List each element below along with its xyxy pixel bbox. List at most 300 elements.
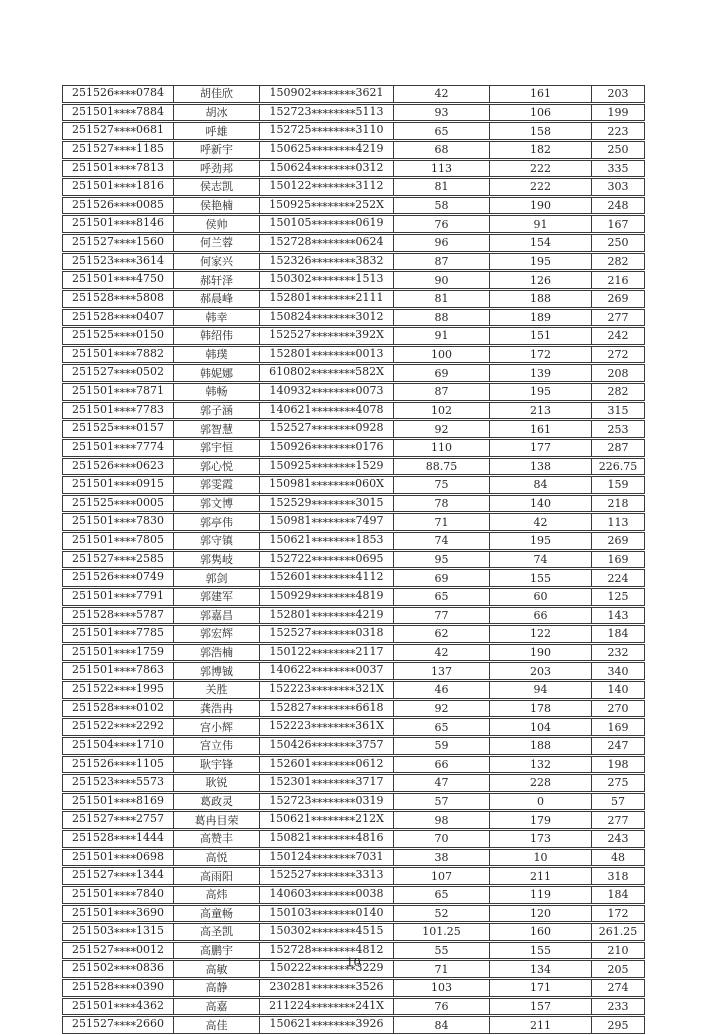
masked-digits: ****	[114, 610, 136, 624]
table-row	[62, 737, 645, 755]
cell-candidate-name: 郭宇恒	[174, 439, 260, 457]
table-row	[62, 607, 645, 625]
cell-id-number: 150302********4515	[260, 923, 394, 941]
cell-candidate-name: 韩畅	[174, 383, 260, 401]
cell-score-2: 66	[490, 607, 592, 625]
cell-score-1: 107	[394, 867, 490, 885]
cell-exam-number: 251525****0150	[62, 327, 174, 345]
cell-total-score: 169	[592, 718, 645, 736]
cell-total-score: 253	[592, 420, 645, 438]
masked-digits: ****	[114, 815, 136, 828]
cell-total-score: 140	[592, 681, 645, 699]
table-row	[62, 811, 645, 829]
cell-id-number: 211224********241X	[260, 998, 394, 1016]
masked-digits: ****	[114, 833, 136, 847]
table-row	[62, 215, 645, 233]
cell-score-2: 138	[490, 458, 592, 476]
cell-score-1: 66	[394, 756, 490, 774]
cell-score-2: 171	[490, 979, 592, 997]
cell-exam-number: 251527****0681	[62, 122, 174, 140]
cell-total-score: 277	[592, 309, 645, 327]
masked-digits: ********	[311, 759, 356, 773]
table-row	[62, 458, 645, 476]
cell-id-number: 152601********4112	[260, 569, 394, 587]
cell-total-score: 269	[592, 532, 645, 550]
cell-score-1: 69	[394, 569, 490, 587]
cell-exam-number: 251526****1105	[62, 756, 174, 774]
table-row	[62, 197, 645, 215]
table-row	[62, 439, 645, 457]
table-row	[62, 998, 645, 1016]
cell-candidate-name: 郭雯霞	[174, 476, 260, 494]
masked-digits: ********	[311, 200, 356, 214]
cell-score-1: 81	[394, 290, 490, 308]
masked-digits: ****	[114, 256, 136, 270]
masked-digits: ****	[114, 759, 136, 773]
masked-digits: ****	[114, 777, 136, 791]
cell-total-score: 277	[592, 811, 645, 829]
cell-score-2: 104	[490, 718, 592, 736]
table-row	[62, 718, 645, 736]
masked-digits: ****	[114, 461, 136, 475]
cell-score-1: 93	[394, 104, 490, 122]
cell-candidate-name: 葛冉目荣	[174, 811, 260, 829]
masked-digits: ********	[311, 721, 356, 735]
cell-score-2: 178	[490, 700, 592, 718]
cell-total-score: 184	[592, 886, 645, 904]
cell-score-1: 103	[394, 979, 490, 997]
cell-total-score: 167	[592, 215, 645, 233]
masked-digits: ****	[114, 1019, 136, 1033]
masked-digits: ********	[311, 181, 356, 195]
cell-candidate-name: 胡冰	[174, 104, 260, 122]
cell-candidate-name: 郭浩楠	[174, 644, 260, 662]
cell-score-2: 151	[490, 327, 592, 345]
cell-total-score: 205	[592, 960, 645, 978]
masked-digits: ****	[114, 219, 136, 232]
masked-digits: ********	[311, 442, 356, 456]
cell-score-2: 213	[490, 402, 592, 420]
masked-digits: ****	[114, 684, 136, 698]
table-row	[62, 867, 645, 885]
cell-score-1: 65	[394, 886, 490, 904]
cell-candidate-name: 呼雄	[174, 122, 260, 140]
cell-score-1: 77	[394, 607, 490, 625]
cell-total-score: 172	[592, 905, 645, 923]
masked-digits: ****	[114, 181, 136, 195]
masked-digits: ********	[311, 777, 356, 791]
cell-candidate-name: 高嘉	[174, 998, 260, 1016]
table-row	[62, 513, 645, 531]
masked-digits: ****	[114, 125, 136, 139]
cell-score-2: 158	[490, 122, 592, 140]
cell-total-score: 113	[592, 513, 645, 531]
masked-digits: ****	[114, 88, 136, 102]
page-number: 10	[346, 955, 361, 969]
cell-score-2: 161	[490, 85, 592, 103]
masked-digits: ********	[311, 833, 356, 847]
cell-candidate-name: 郭文博	[174, 495, 260, 513]
cell-id-number: 152527********3313	[260, 867, 394, 885]
cell-id-number: 150621********3926	[260, 1016, 394, 1034]
cell-candidate-name: 郝轩泽	[174, 271, 260, 289]
cell-score-2: 74	[490, 551, 592, 569]
masked-digits: ****	[114, 293, 136, 307]
table-row	[62, 756, 645, 774]
cell-score-1: 70	[394, 830, 490, 848]
masked-digits: ****	[114, 535, 136, 549]
cell-candidate-name: 郭宏辉	[174, 625, 260, 643]
cell-exam-number: 251528****5787	[62, 607, 174, 625]
cell-total-score: 340	[592, 662, 645, 680]
masked-digits: ****	[114, 479, 136, 493]
cell-candidate-name: 呼新宇	[174, 141, 260, 159]
cell-total-score: 275	[592, 774, 645, 792]
cell-id-number: 150929********4819	[260, 588, 394, 606]
cell-exam-number: 251527****2757	[62, 811, 174, 829]
cell-id-number: 150625********4219	[260, 141, 394, 159]
masked-digits: ********	[311, 219, 356, 232]
cell-score-2: 42	[490, 513, 592, 531]
table-row	[62, 849, 645, 867]
table-row	[62, 85, 645, 103]
masked-digits: ****	[114, 163, 136, 177]
cell-total-score: 282	[592, 253, 645, 271]
cell-id-number: 150824********3012	[260, 309, 394, 327]
cell-candidate-name: 韩绍伟	[174, 327, 260, 345]
cell-score-2: 195	[490, 383, 592, 401]
cell-exam-number: 251527****0502	[62, 364, 174, 382]
table-row	[62, 178, 645, 196]
masked-digits: ****	[114, 982, 136, 996]
cell-exam-number: 251526****0085	[62, 197, 174, 215]
masked-digits: ********	[311, 796, 356, 810]
cell-candidate-name: 龚浩冉	[174, 700, 260, 718]
cell-total-score: 318	[592, 867, 645, 885]
cell-total-score: 226.75	[592, 458, 645, 476]
cell-score-2: 211	[490, 867, 592, 885]
cell-score-1: 65	[394, 718, 490, 736]
masked-digits: ****	[114, 312, 136, 326]
cell-score-1: 52	[394, 905, 490, 923]
cell-total-score: 282	[592, 383, 645, 401]
cell-exam-number: 251501****7791	[62, 588, 174, 606]
cell-score-1: 88.75	[394, 458, 490, 476]
cell-id-number: 150103********0140	[260, 905, 394, 923]
cell-exam-number: 251501****0698	[62, 849, 174, 867]
cell-total-score: 247	[592, 737, 645, 755]
cell-score-1: 102	[394, 402, 490, 420]
cell-total-score: 287	[592, 439, 645, 457]
cell-exam-number: 251528****0102	[62, 700, 174, 718]
cell-exam-number: 251527****1185	[62, 141, 174, 159]
cell-total-score: 143	[592, 607, 645, 625]
cell-id-number: 152527********0928	[260, 420, 394, 438]
masked-digits: ****	[114, 349, 136, 363]
cell-id-number: 152301********3717	[260, 774, 394, 792]
masked-digits: ********	[311, 740, 356, 754]
cell-total-score: 272	[592, 346, 645, 364]
cell-id-number: 152527********392X	[260, 327, 394, 345]
cell-exam-number: 251501****7785	[62, 625, 174, 643]
cell-id-number: 150926********0176	[260, 439, 394, 457]
masked-digits: ********	[311, 237, 356, 251]
cell-id-number: 152723********0319	[260, 793, 394, 811]
cell-score-2: 172	[490, 346, 592, 364]
cell-total-score: 218	[592, 495, 645, 513]
masked-digits: ********	[311, 368, 356, 381]
cell-exam-number: 251501****0915	[62, 476, 174, 494]
cell-total-score: 57	[592, 793, 645, 811]
cell-id-number: 150621********1853	[260, 532, 394, 550]
masked-digits: ****	[114, 554, 136, 568]
cell-candidate-name: 宫小辉	[174, 718, 260, 736]
cell-exam-number: 251528****1444	[62, 830, 174, 848]
cell-score-1: 92	[394, 700, 490, 718]
cell-exam-number: 251501****7863	[62, 662, 174, 680]
cell-candidate-name: 呼劲邦	[174, 160, 260, 178]
masked-digits: ****	[114, 423, 136, 437]
cell-id-number: 152728********4812	[260, 942, 394, 960]
cell-id-number: 610802********582X	[260, 364, 394, 382]
cell-id-number: 150124********7031	[260, 849, 394, 867]
cell-candidate-name: 高圣凯	[174, 923, 260, 941]
cell-candidate-name: 侯艳楠	[174, 197, 260, 215]
cell-score-1: 137	[394, 662, 490, 680]
masked-digits: ********	[311, 889, 356, 903]
table-row	[62, 327, 645, 345]
cell-id-number: 230281********3526	[260, 979, 394, 997]
cell-candidate-name: 耿锐	[174, 774, 260, 792]
cell-exam-number: 251501****7783	[62, 402, 174, 420]
cell-exam-number: 251522****2292	[62, 718, 174, 736]
cell-score-2: 122	[490, 625, 592, 643]
cell-score-1: 42	[394, 644, 490, 662]
masked-digits: ********	[311, 312, 356, 326]
cell-exam-number: 251522****1995	[62, 681, 174, 699]
cell-candidate-name: 侯志凯	[174, 178, 260, 196]
masked-digits: ****	[114, 852, 136, 866]
cell-candidate-name: 高佳	[174, 1016, 260, 1034]
cell-candidate-name: 韩妮娜	[174, 364, 260, 382]
table-row	[62, 104, 645, 122]
cell-score-1: 65	[394, 588, 490, 606]
cell-score-2: 120	[490, 905, 592, 923]
table-row	[62, 476, 645, 494]
cell-candidate-name: 郭建军	[174, 588, 260, 606]
cell-id-number: 152223********361X	[260, 718, 394, 736]
masked-digits: ********	[311, 628, 356, 642]
cell-id-number: 150621********212X	[260, 811, 394, 829]
cell-exam-number: 251528****0390	[62, 979, 174, 997]
cell-total-score: 269	[592, 290, 645, 308]
masked-digits: ********	[311, 479, 356, 493]
cell-exam-number: 251501****1759	[62, 644, 174, 662]
cell-score-2: 211	[490, 1016, 592, 1034]
table-row	[62, 644, 645, 662]
table-row	[62, 625, 645, 643]
cell-score-1: 65	[394, 122, 490, 140]
cell-id-number: 150426********3757	[260, 737, 394, 755]
masked-digits: ****	[114, 572, 136, 586]
cell-score-2: 177	[490, 439, 592, 457]
masked-digits: ********	[311, 405, 356, 419]
masked-digits: ********	[311, 274, 356, 288]
cell-candidate-name: 高雨阳	[174, 867, 260, 885]
cell-id-number: 150821********4816	[260, 830, 394, 848]
cell-total-score: 250	[592, 234, 645, 252]
cell-score-2: 188	[490, 290, 592, 308]
cell-candidate-name: 郭亭伟	[174, 513, 260, 531]
masked-digits: ********	[311, 125, 356, 139]
masked-digits: ****	[114, 1001, 136, 1015]
cell-exam-number: 251501****8146	[62, 215, 174, 233]
masked-digits: ****	[114, 237, 136, 251]
cell-candidate-name: 高敏	[174, 960, 260, 978]
masked-digits: ********	[311, 386, 356, 400]
cell-total-score: 295	[592, 1016, 645, 1034]
cell-exam-number: 251525****0005	[62, 495, 174, 513]
cell-candidate-name: 高赞丰	[174, 830, 260, 848]
cell-candidate-name: 郭子涵	[174, 402, 260, 420]
cell-exam-number: 251501****7884	[62, 104, 174, 122]
cell-score-2: 190	[490, 197, 592, 215]
masked-digits: ********	[311, 293, 356, 307]
table-row	[62, 309, 645, 327]
masked-digits: ********	[311, 945, 356, 959]
table-row	[62, 253, 645, 271]
cell-id-number: 152801********2111	[260, 290, 394, 308]
cell-score-2: 91	[490, 215, 592, 233]
cell-candidate-name: 耿宇锋	[174, 756, 260, 774]
cell-candidate-name: 郭心悦	[174, 458, 260, 476]
masked-digits: ********	[311, 1001, 356, 1015]
cell-total-score: 243	[592, 830, 645, 848]
cell-total-score: 184	[592, 625, 645, 643]
cell-score-1: 74	[394, 532, 490, 550]
masked-digits: ****	[114, 647, 136, 661]
cell-score-2: 106	[490, 104, 592, 122]
cell-score-2: 182	[490, 141, 592, 159]
masked-digits: ********	[311, 1019, 356, 1033]
cell-candidate-name: 胡佳欣	[174, 85, 260, 103]
cell-score-1: 42	[394, 85, 490, 103]
cell-total-score: 303	[592, 178, 645, 196]
cell-id-number: 140932********0073	[260, 383, 394, 401]
cell-score-2: 119	[490, 886, 592, 904]
masked-digits: ****	[114, 628, 136, 642]
cell-id-number: 140621********4078	[260, 402, 394, 420]
cell-score-2: 60	[490, 588, 592, 606]
cell-candidate-name: 郭博铖	[174, 662, 260, 680]
cell-id-number: 150122********2117	[260, 644, 394, 662]
table-row	[62, 569, 645, 587]
cell-score-1: 57	[394, 793, 490, 811]
cell-id-number: 140603********0038	[260, 886, 394, 904]
cell-exam-number: 251501****7882	[62, 346, 174, 364]
cell-score-1: 47	[394, 774, 490, 792]
cell-candidate-name: 何家兴	[174, 253, 260, 271]
masked-digits: ********	[311, 349, 356, 363]
table-row	[62, 830, 645, 848]
cell-id-number: 152223********321X	[260, 681, 394, 699]
cell-id-number: 150105********0619	[260, 215, 394, 233]
cell-id-number: 152723********5113	[260, 104, 394, 122]
cell-score-2: 155	[490, 942, 592, 960]
cell-id-number: 152527********0318	[260, 625, 394, 643]
masked-digits: ********	[311, 908, 356, 922]
table-row	[62, 662, 645, 680]
cell-total-score: 248	[592, 197, 645, 215]
cell-score-1: 58	[394, 197, 490, 215]
cell-exam-number: 251501****7871	[62, 383, 174, 401]
cell-score-2: 190	[490, 644, 592, 662]
cell-exam-number: 251528****5808	[62, 290, 174, 308]
cell-score-2: 140	[490, 495, 592, 513]
cell-score-2: 189	[490, 309, 592, 327]
table-row	[62, 122, 645, 140]
cell-score-1: 68	[394, 141, 490, 159]
table-row	[62, 886, 645, 904]
masked-digits: ****	[114, 870, 136, 884]
cell-score-1: 98	[394, 811, 490, 829]
masked-digits: ********	[311, 591, 356, 605]
cell-score-1: 87	[394, 383, 490, 401]
cell-total-score: 232	[592, 644, 645, 662]
cell-score-2: 203	[490, 662, 592, 680]
cell-exam-number: 251528****0407	[62, 309, 174, 327]
cell-score-2: 155	[490, 569, 592, 587]
table-row	[62, 681, 645, 699]
cell-score-1: 55	[394, 942, 490, 960]
cell-candidate-name: 高童畅	[174, 905, 260, 923]
cell-candidate-name: 葛政灵	[174, 793, 260, 811]
masked-digits: ****	[114, 330, 136, 344]
cell-score-2: 154	[490, 234, 592, 252]
cell-exam-number: 251501****4362	[62, 998, 174, 1016]
cell-score-2: 188	[490, 737, 592, 755]
masked-digits: ****	[114, 386, 136, 400]
table-row	[62, 700, 645, 718]
cell-exam-number: 251501****7805	[62, 532, 174, 550]
cell-exam-number: 251501****7830	[62, 513, 174, 531]
masked-digits: ********	[311, 666, 356, 679]
cell-total-score: 208	[592, 364, 645, 382]
cell-score-2: 173	[490, 830, 592, 848]
cell-exam-number: 251502****0836	[62, 960, 174, 978]
masked-digits: ********	[311, 852, 356, 866]
masked-digits: ********	[311, 535, 356, 549]
masked-digits: ********	[311, 163, 356, 177]
cell-candidate-name: 郭剑	[174, 569, 260, 587]
masked-digits: ****	[114, 405, 136, 419]
cell-score-2: 84	[490, 476, 592, 494]
masked-digits: ****	[114, 964, 136, 977]
masked-digits: ********	[311, 572, 356, 586]
masked-digits: ********	[311, 647, 356, 661]
cell-score-2: 134	[490, 960, 592, 978]
table-row	[62, 290, 645, 308]
masked-digits: ****	[114, 517, 136, 530]
cell-total-score: 233	[592, 998, 645, 1016]
cell-score-1: 88	[394, 309, 490, 327]
cell-id-number: 150302********1513	[260, 271, 394, 289]
cell-exam-number: 251525****0157	[62, 420, 174, 438]
table-row	[62, 551, 645, 569]
cell-candidate-name: 郭隽岐	[174, 551, 260, 569]
masked-digits: ********	[311, 684, 356, 698]
masked-digits: ****	[114, 945, 136, 959]
